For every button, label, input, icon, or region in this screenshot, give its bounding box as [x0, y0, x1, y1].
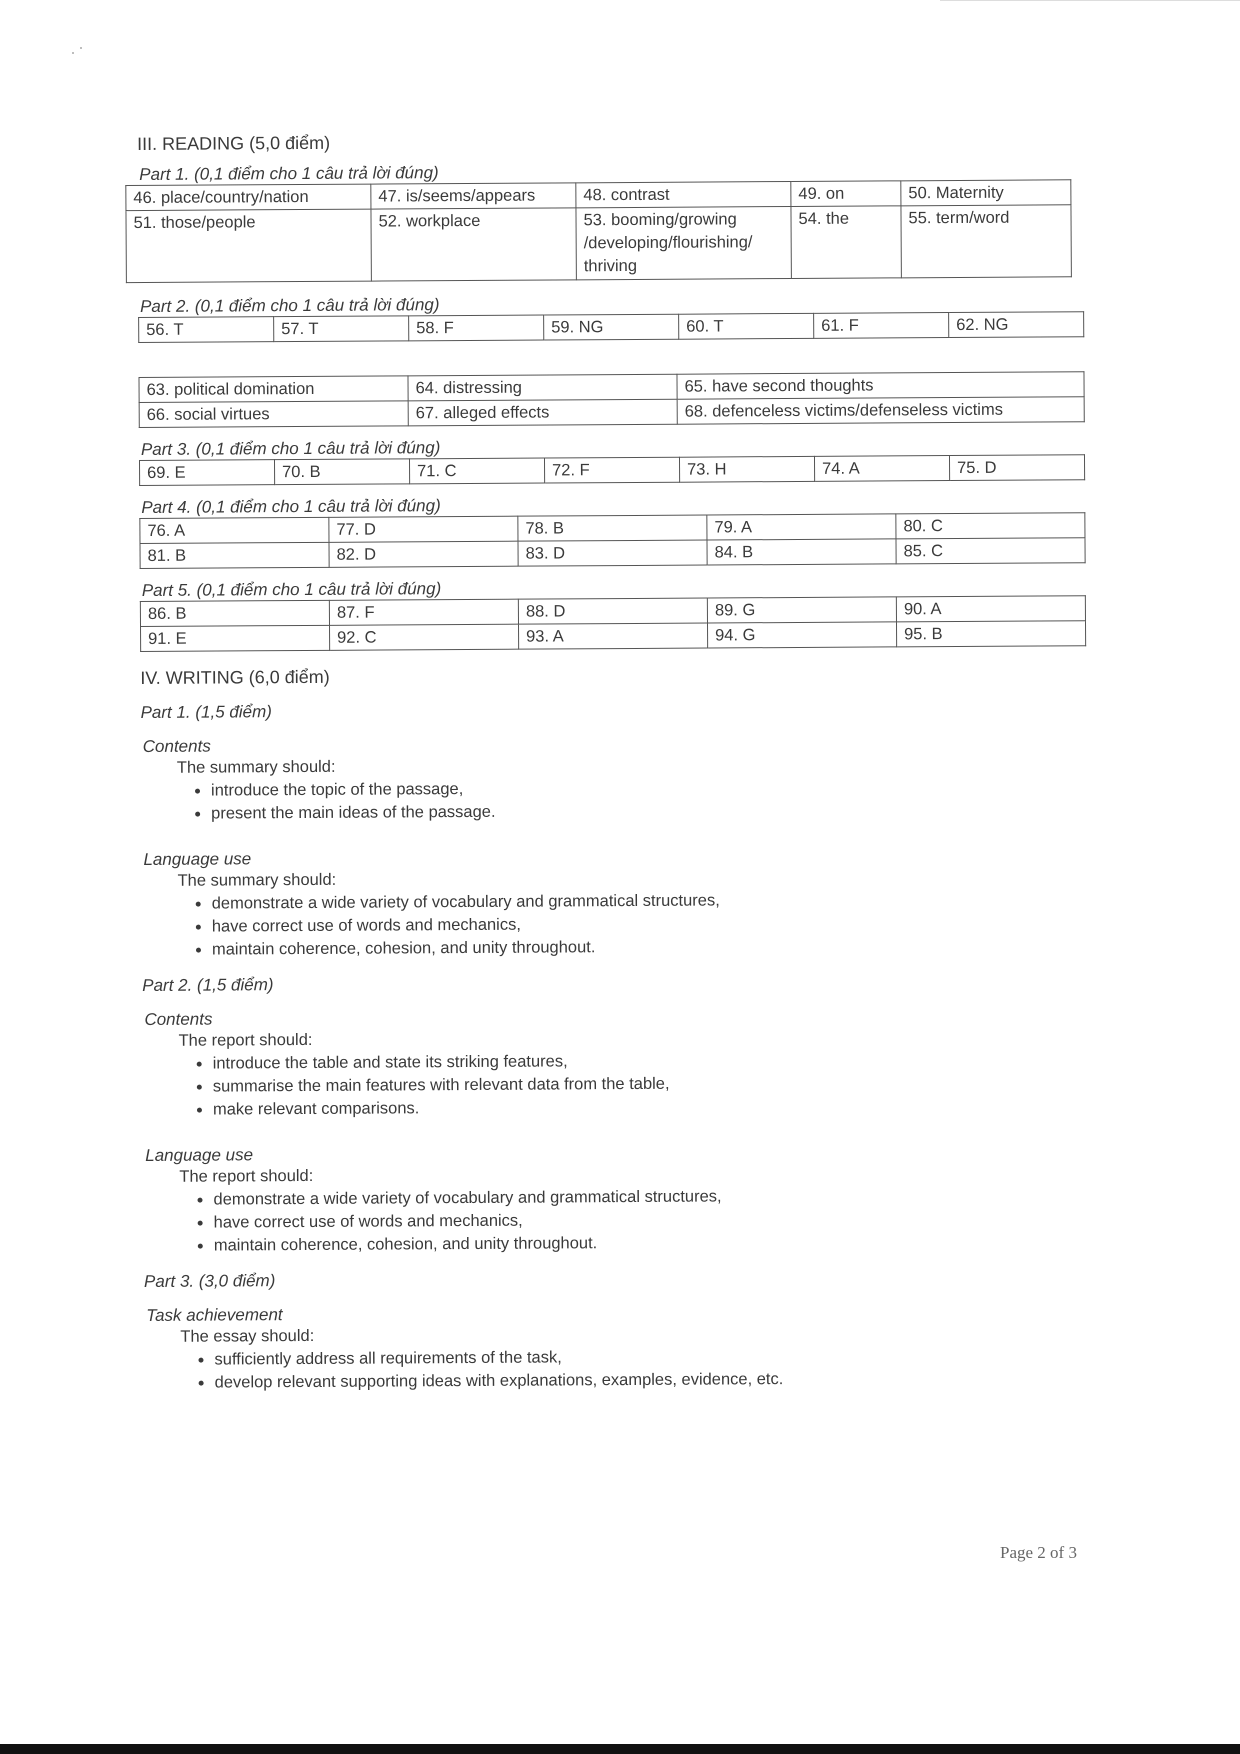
reading-part2-title: Part 2. (0,1 điểm cho 1 câu trả lời đúng)	[139, 295, 440, 316]
writing-part1-contents-list	[141, 774, 1083, 826]
answer-cell: 74. A	[814, 456, 949, 482]
reading-section-title: III. READING (5,0 điểm)	[137, 132, 331, 154]
answer-cell: 50. Maternity	[901, 180, 1071, 206]
writing-part2-title: Part 2. (1,5 điểm)	[142, 975, 274, 995]
answer-cell: 58. F	[409, 315, 544, 341]
answer-cell: 82. D	[329, 541, 518, 567]
writing-part1-title: Part 1. (1,5 điểm)	[140, 702, 272, 722]
writing-part1-language-intro: The summary should:	[177, 870, 337, 890]
answer-cell: 72. F	[544, 457, 679, 483]
answer-cell: 86. B	[140, 600, 329, 626]
answer-cell: 95. B	[896, 621, 1085, 647]
writing-part1-language-list	[142, 887, 1084, 962]
reading-part4-table	[139, 512, 1085, 569]
list-item: • develop relevant supporting ideas with explanations, examples, evidence, etc.	[215, 1366, 1087, 1394]
answer-cell: 81. B	[140, 542, 329, 568]
list-item: • have correct use of words and mechanics,	[214, 1206, 1086, 1234]
writing-part3-task-heading: Task achievement	[146, 1305, 283, 1325]
reading-part1-table	[125, 179, 1072, 283]
scan-speck	[72, 52, 74, 54]
writing-part3-title: Part 3. (3,0 điểm)	[143, 1271, 276, 1291]
reading-part1-title: Part 1. (0,1 điểm cho 1 câu trả lời đúng)	[139, 163, 439, 184]
writing-part2-contents-list	[143, 1047, 1085, 1122]
answer-cell: 93. A	[519, 623, 708, 649]
writing-part2-language-list	[143, 1183, 1085, 1258]
answer-cell: 69. E	[139, 460, 274, 486]
reading-part3-title: Part 3. (0,1 điểm cho 1 câu trả lời đúng)	[140, 438, 441, 459]
answer-cell: 54. the	[791, 206, 901, 279]
answer-cell: 68. defenceless victims/defenseless victims	[677, 397, 1084, 424]
answer-cell: 78. B	[518, 515, 707, 541]
list-item: • have correct use of words and mechanics,	[212, 910, 1084, 938]
answer-cell: 47. is/seems/appears	[371, 183, 576, 209]
answer-cell: 56. T	[139, 317, 274, 343]
answer-cell: 80. C	[896, 513, 1085, 539]
answer-cell: 59. NG	[544, 314, 679, 340]
answer-cell: 94. G	[707, 622, 896, 648]
answer-cell: 71. C	[409, 458, 544, 484]
writing-part2-contents-intro: The report should:	[178, 1030, 313, 1050]
answer-cell: 88. D	[518, 598, 707, 624]
writing-part2-contents-heading: Contents	[144, 1009, 213, 1029]
table-row	[141, 621, 1086, 652]
answer-cell: 89. G	[707, 597, 896, 623]
answer-cell: 64. distressing	[408, 374, 677, 401]
list-item: • present the main ideas of the passage.	[211, 797, 1083, 825]
answer-cell: 51. those/people	[126, 209, 371, 282]
reading-part4-title: Part 4. (0,1 điểm cho 1 câu trả lời đúng)	[141, 496, 441, 517]
answer-cell: 76. A	[140, 517, 329, 543]
scan-top-line	[940, 0, 1240, 1]
answer-cell: 91. E	[141, 625, 330, 651]
writing-part2-language-intro: The report should:	[179, 1166, 314, 1186]
answer-cell: 67. alleged effects	[408, 399, 677, 426]
answer-cell: 85. C	[896, 538, 1085, 564]
answer-cell: 62. NG	[949, 312, 1084, 338]
answer-cell: 49. on	[791, 181, 901, 207]
answer-cell: 75. D	[949, 455, 1084, 481]
answer-cell: 90. A	[896, 596, 1085, 622]
list-item: • demonstrate a wide variety of vocabulary and grammatical structures,	[213, 1183, 1085, 1211]
writing-part2-language-heading: Language use	[145, 1145, 254, 1165]
writing-part3-task-intro: The essay should:	[180, 1326, 315, 1346]
answer-cell: 83. D	[518, 540, 707, 566]
list-item: • make relevant comparisons.	[213, 1093, 1085, 1121]
page-number: Page 2 of 3	[1000, 1543, 1077, 1562]
reading-part5-title: Part 5. (0,1 điểm cho 1 câu trả lời đúng)	[141, 579, 442, 600]
table-row	[139, 312, 1084, 343]
table-row	[139, 397, 1084, 428]
scan-speck	[80, 47, 82, 49]
answer-cell: 79. A	[707, 514, 896, 540]
scan-bottom-edge	[0, 1744, 1240, 1754]
answer-cell: 84. B	[707, 539, 896, 565]
list-item: • summarise the main features with relevant data from the table,	[213, 1070, 1085, 1098]
answer-cell: 63. political domination	[139, 376, 408, 403]
answer-cell: 66. social virtues	[139, 401, 408, 428]
answer-cell: 73. H	[679, 456, 814, 482]
answer-cell: 48. contrast	[576, 182, 791, 208]
reading-part5-table	[140, 595, 1086, 652]
table-row	[126, 205, 1071, 283]
writing-part3-task-list	[144, 1343, 1086, 1395]
answer-key-page	[133, 128, 1087, 1395]
answer-cell: 77. D	[329, 516, 518, 542]
answer-cell: 61. F	[814, 313, 949, 339]
writing-section-title: IV. WRITING (6,0 điểm)	[140, 666, 330, 688]
list-item: • introduce the table and state its striking features,	[213, 1047, 1085, 1075]
answer-cell: 65. have second thoughts	[677, 372, 1084, 399]
list-item: • demonstrate a wide variety of vocabulary and grammatical structures,	[212, 887, 1084, 915]
table-row	[139, 455, 1084, 486]
answer-cell: 70. B	[274, 459, 409, 485]
table-row	[140, 538, 1085, 569]
writing-part1-contents-intro: The summary should:	[176, 757, 336, 777]
list-item: • maintain coherence, cohesion, and unity throughout.	[214, 1229, 1086, 1257]
list-item: • introduce the topic of the passage,	[211, 774, 1083, 802]
answer-cell: 60. T	[679, 313, 814, 339]
answer-cell: 92. C	[330, 624, 519, 650]
reading-part2-table-b	[138, 371, 1084, 428]
writing-part1-language-heading: Language use	[143, 849, 252, 869]
answer-cell: 52. workplace	[371, 208, 576, 281]
answer-cell: 55. term/word	[901, 205, 1071, 278]
answer-cell: 87. F	[329, 599, 518, 625]
writing-part1-contents-heading: Contents	[142, 736, 211, 756]
list-item: • maintain coherence, cohesion, and unity throughout.	[212, 933, 1084, 961]
answer-cell: 57. T	[274, 316, 409, 342]
list-item: • sufficiently address all requirements of the task,	[214, 1343, 1086, 1371]
answer-cell: 46. place/country/nation	[126, 184, 371, 210]
answer-cell: 53. booming/growing /developing/flourishing/ thriving	[576, 207, 791, 280]
